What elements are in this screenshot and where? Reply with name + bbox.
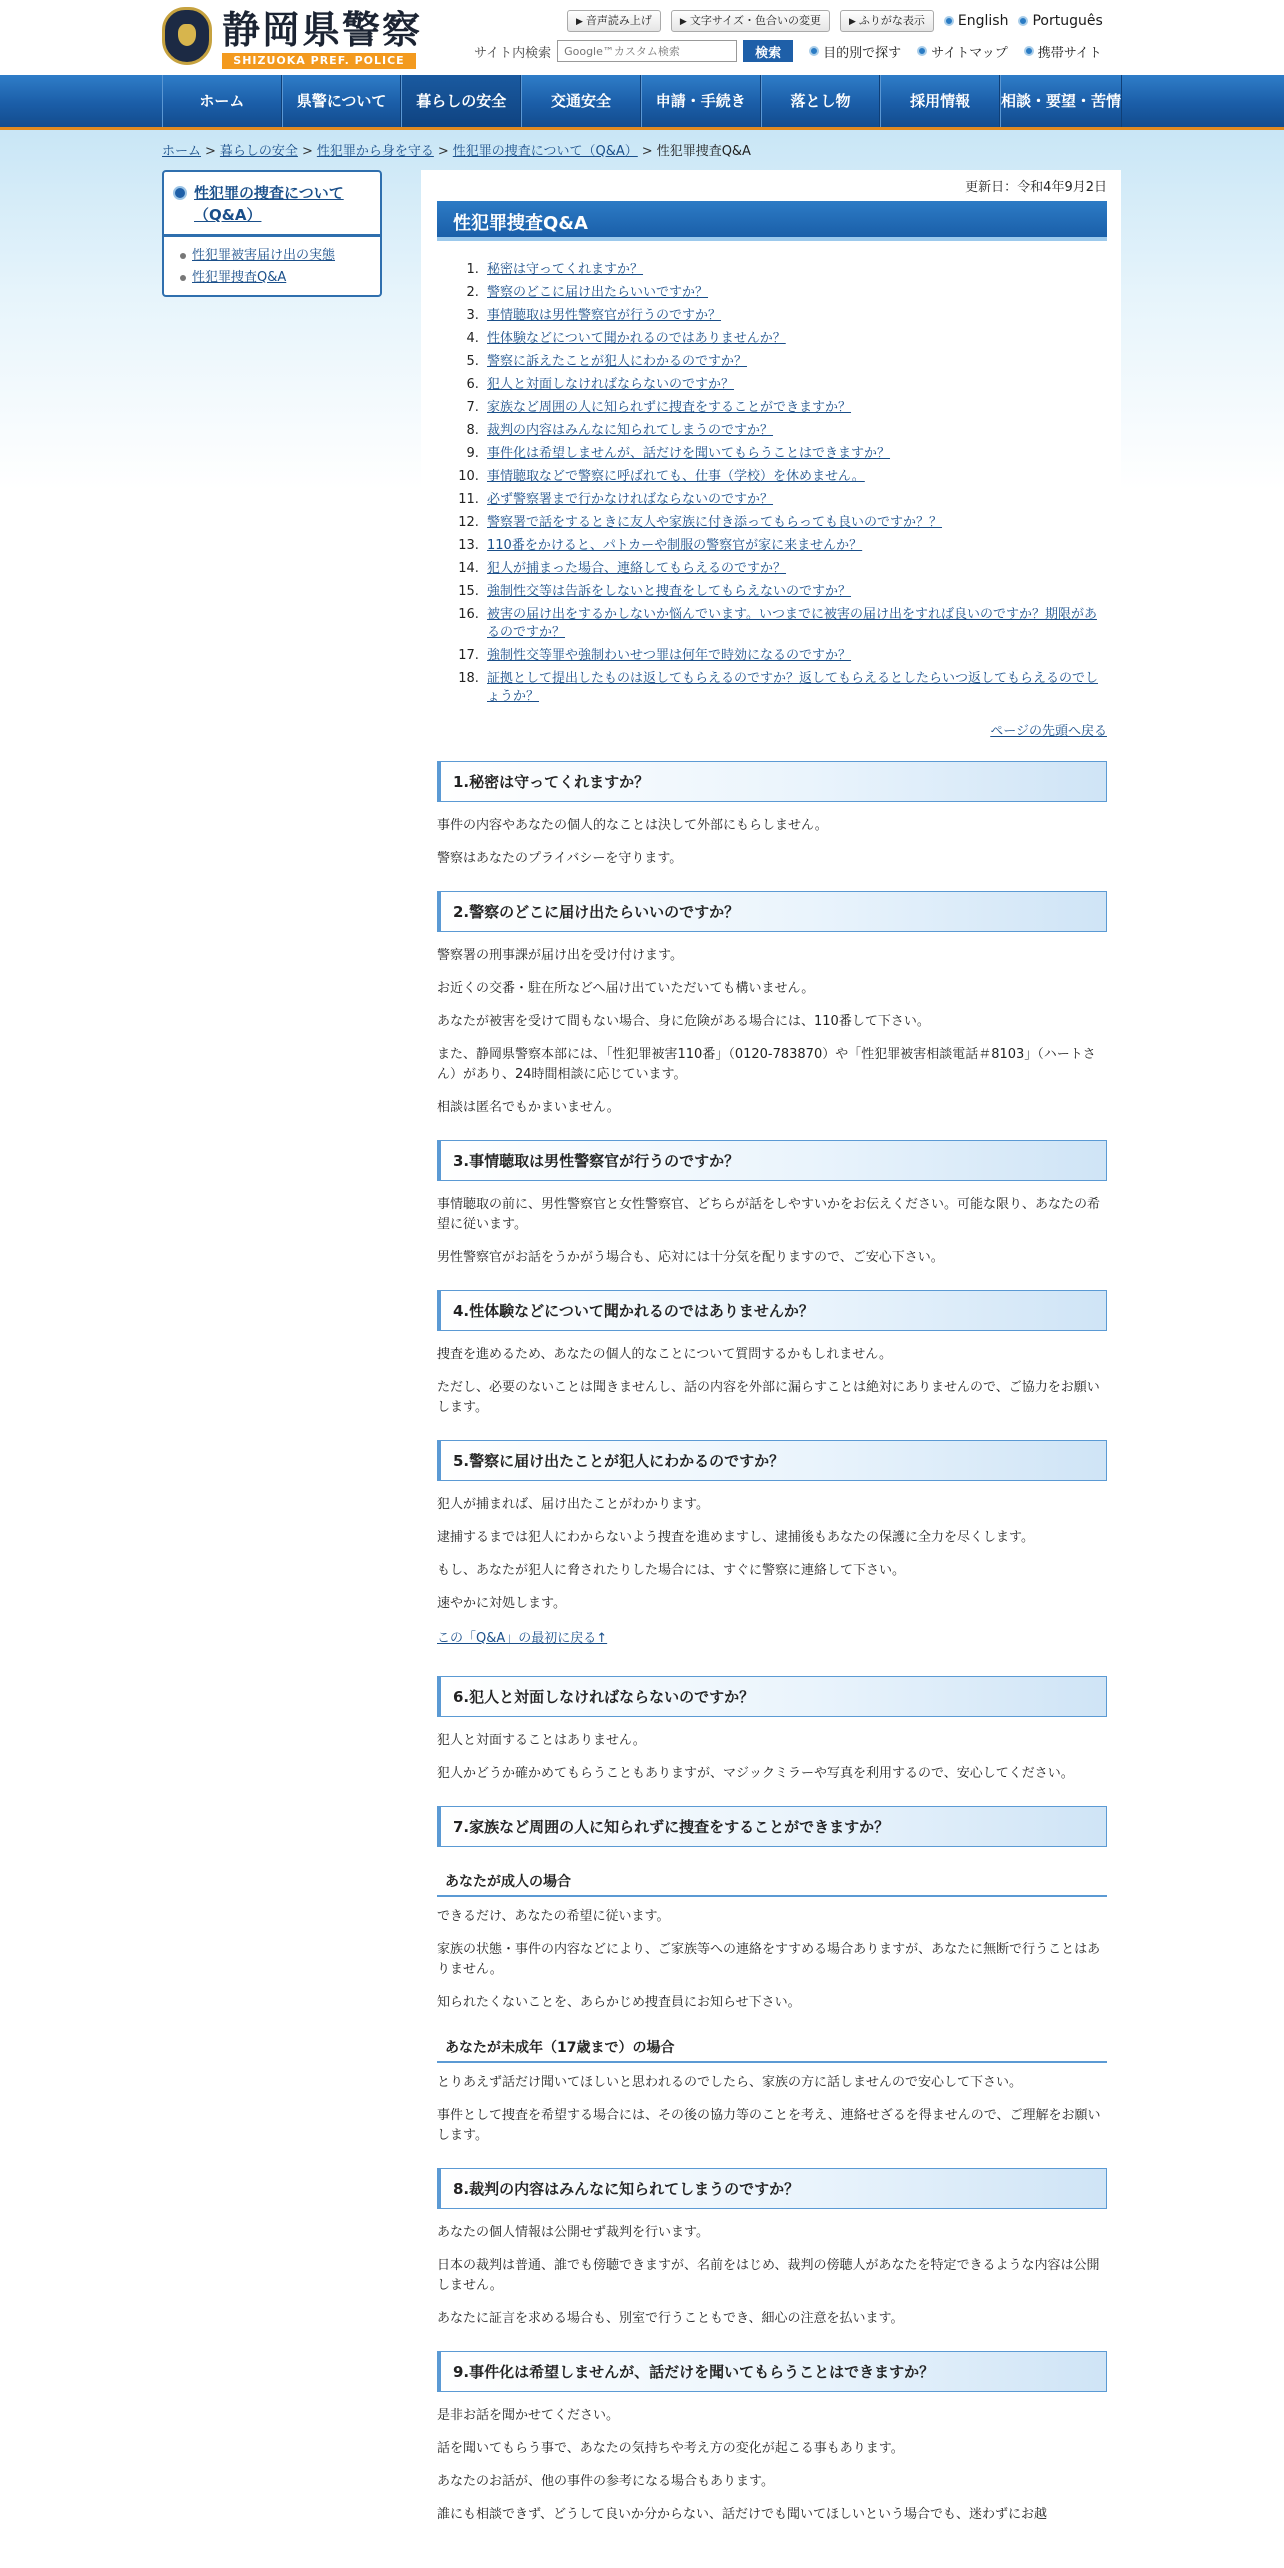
answer-paragraph: 話を聞いてもらう事で、あなたの気持ちや考え方の変化が起こる事もあります。 (437, 2441, 904, 2456)
answer-paragraph: あなたに証言を求める場合も、別室で行うこともでき、細心の注意を払います。 (437, 2311, 904, 2326)
answer-paragraph: 事情聴取の前に、男性警察官と女性警察官、どちらが話をしやすいかをお伝えください。可能な限り、あなたの希望に従います。 (437, 1197, 1101, 1232)
sidebar-item-report-status (178, 245, 370, 267)
arrow-right-icon: ▶ (679, 17, 687, 27)
site-header (0, 0, 1284, 75)
police-emblem-icon (162, 7, 212, 65)
answer-paragraph: 捜査を進めるため、あなたの個人的なことについて質問するかもしれません。 (437, 1347, 893, 1362)
toc-link-9[interactable]: 事件化は希望しませんが、話だけを聞いてもらうことはできますか？ (487, 446, 891, 461)
answer-paragraph: もし、あなたが犯人に脅されたりした場合には、すぐに警察に連絡して下さい。 (437, 1563, 906, 1578)
answer-paragraph: できるだけ、あなたの希望に従います。 (437, 1909, 670, 1924)
nav-consultation[interactable]: 相談・要望・苦情 (1000, 75, 1122, 127)
language-english-label: English (957, 13, 1009, 29)
toc-link-5[interactable]: 警察に訴えたことが犯人にわかるのですか？ (487, 354, 748, 369)
question-heading-9: 9.事件化は希望しませんが、話だけを聞いてもらうことはできますか？ (437, 2351, 1107, 2392)
arrow-right-icon: ▶ (848, 17, 856, 27)
answer-paragraph: あなたのお話が、他の事件の参考になる場合もあります。 (437, 2474, 774, 2489)
site-search (474, 40, 1102, 62)
question-heading-5: 5.警察に届け出たことが犯人にわかるのですか？ (437, 1440, 1107, 1481)
toc-item (483, 330, 1107, 348)
purpose-search-link[interactable] (809, 42, 901, 61)
bullet-icon (1018, 16, 1028, 26)
search-input[interactable] (557, 40, 737, 62)
breadcrumb-safety[interactable]: 暮らしの安全 (219, 144, 298, 159)
toc-item (483, 491, 1107, 509)
answer-paragraph: 相談は匿名でもかまいません。 (437, 1100, 620, 1115)
sidebar (162, 170, 382, 297)
arrow-right-icon: ▶ (576, 17, 583, 27)
answer-paragraph: 警察署の刑事課が届け出を受け付けます。 (437, 948, 683, 963)
return-to-qa-top-link[interactable]: この「Q&A」の最初に戻る↑ (437, 1631, 608, 1646)
answer-paragraph: 男性警察官がお話をうかがう場合も、応対には十分気を配りますので、ご安心下さい。 (437, 1250, 944, 1265)
bullet-icon (917, 46, 927, 56)
question-heading-2: 2.警察のどこに届け出たらいいのですか？ (437, 891, 1107, 932)
toc-link-8[interactable]: 裁判の内容はみんなに知られてしまうのですか？ (487, 423, 774, 438)
answer-paragraph: 速やかに対処します。 (437, 1596, 566, 1611)
mobile-site-link[interactable] (1024, 42, 1102, 61)
furigana-label: ふりがな表示 (858, 14, 925, 27)
toc-link-15[interactable]: 強制性交等は告訴をしないと捜査をしてもらえないのですか？ (487, 584, 852, 599)
sidebar-item-qa (178, 267, 370, 289)
breadcrumb-separator: > (437, 144, 449, 159)
back-to-top (437, 720, 1107, 739)
toc-link-7[interactable]: 家族など周囲の人に知られずに捜査をすることができますか？ (487, 400, 852, 415)
site-logo[interactable] (162, 7, 422, 67)
answer-paragraph: 逮捕するまでは犯人にわからないよう捜査を進めますし、逮捕後もあなたの保護に全力を尽くします。 (437, 1530, 1034, 1545)
toc-item (483, 307, 1107, 325)
toc-item (483, 468, 1107, 486)
question-heading-6: 6.犯人と対面しなければならないのですか？ (437, 1676, 1107, 1717)
breadcrumb-separator: > (641, 144, 653, 159)
toc-item (483, 560, 1107, 578)
nav-about[interactable]: 県警について (282, 75, 402, 127)
nav-home[interactable]: ホーム (162, 75, 282, 127)
toc-link-4[interactable]: 性体験などについて聞かれるのではありませんか？ (487, 331, 786, 346)
text-size-color-label: 文字サイズ・色合いの変更 (689, 14, 821, 27)
breadcrumb-self-protection[interactable]: 性犯罪から身を守る (316, 144, 434, 159)
breadcrumb-separator: > (301, 144, 313, 159)
bullet-icon (944, 16, 954, 26)
table-of-contents (465, 261, 1107, 706)
breadcrumb (162, 140, 751, 159)
toc-link-17[interactable]: 強制性交等罪や強制わいせつ罪は何年で時効になるのですか？ (487, 648, 852, 663)
toc-item (483, 353, 1107, 371)
toc-link-14[interactable]: 犯人が捕まった場合、連絡してもらえるのですか？ (487, 561, 787, 576)
answer-paragraph: 日本の裁判は普通、誰でも傍聴できますが、名前をはじめ、裁判の傍聴人があなたを特定できるような内容は公開しません。 (437, 2258, 1100, 2293)
voice-readout-label: 音声読み上げ (585, 14, 652, 27)
toc-item (483, 261, 1107, 279)
answer-paragraph: お近くの交番・駐在所などへ届け出ていただいても構いません。 (437, 981, 815, 996)
question-heading-3: 3.事情聴取は男性警察官が行うのですか？ (437, 1140, 1107, 1181)
furigana-button[interactable] (840, 10, 934, 32)
toc-item (483, 670, 1107, 706)
bullet-icon (809, 46, 819, 56)
toc-link-6[interactable]: 犯人と対面しなければならないのですか？ (487, 377, 735, 392)
nav-lost-items[interactable]: 落とし物 (761, 75, 881, 127)
breadcrumb-investigation[interactable]: 性犯罪の捜査について（Q&A） (452, 144, 638, 159)
toc-link-1[interactable]: 秘密は守ってくれますか？ (487, 262, 644, 277)
mobile-site-label: 携帯サイト (1037, 45, 1102, 61)
breadcrumb-separator: > (205, 144, 216, 159)
question-heading-4: 4.性体験などについて聞かれるのではありませんか？ (437, 1290, 1107, 1331)
answer-paragraph: また、静岡県警察本部には、「性犯罪被害110番」（0120-783870）や「性犯罪被害相談電話＃8103」（ハートさん）があり、24時間相談に応じています。 (437, 1047, 1096, 1082)
answer-paragraph: 警察はあなたのプライバシーを守ります。 (437, 851, 683, 866)
text-size-color-button[interactable] (671, 10, 830, 32)
page-title: 性犯罪捜査Q&A (437, 201, 1107, 241)
circle-arrow-icon (173, 186, 187, 200)
toc-item (483, 606, 1107, 642)
answer-paragraph: 事件の内容やあなたの個人的なことは決して外部にもらしません。 (437, 818, 828, 833)
toc-item (483, 284, 1107, 302)
answer-paragraph: ただし、必要のないことは聞きませんし、話の内容を外部に漏らすことは絶対にありませんので、ご協力をお願いします。 (437, 1380, 1100, 1415)
sidebar-item-qa-link[interactable]: 性犯罪捜査Q&A (192, 270, 287, 285)
breadcrumb-home[interactable]: ホーム (162, 144, 202, 159)
answer-paragraph: 犯人が捕まれば、届け出たことがわかります。 (437, 1497, 709, 1512)
toc-link-10[interactable]: 事情聴取などで警察に呼ばれても、仕事（学校）を休めません。 (487, 469, 865, 484)
answer-paragraph: あなたの個人情報は公開せず裁判を行います。 (437, 2225, 709, 2240)
question-heading-1: 1.秘密は守ってくれますか？ (437, 761, 1107, 802)
breadcrumb-current: 性犯罪捜査Q&A (656, 144, 751, 159)
answer-paragraph: 事件として捜査を希望する場合には、その後の協力等のことを考え、連絡せざるを得ませんので、ご理解をお願いします。 (437, 2108, 1101, 2143)
toc-item (483, 422, 1107, 440)
toc-item (483, 537, 1107, 555)
sidebar-heading (164, 172, 380, 237)
toc-item (483, 399, 1107, 417)
nav-recruitment[interactable]: 採用情報 (880, 75, 1000, 127)
answer-paragraph: あなたが被害を受けて間もない場合、身に危険がある場合には、110番して下さい。 (437, 1014, 930, 1029)
toc-item (483, 583, 1107, 601)
subheading-adult: あなたが成人の場合 (437, 1867, 1107, 1897)
nav-procedures[interactable]: 申請・手続き (641, 75, 761, 127)
global-nav (0, 75, 1284, 130)
question-heading-7: 7.家族など周囲の人に知られずに捜査をすることができますか？ (437, 1806, 1107, 1847)
voice-readout-button[interactable] (567, 10, 661, 32)
sidebar-heading-link[interactable]: 性犯罪の捜査について（Q&A） (194, 184, 344, 224)
toc-item (483, 647, 1107, 665)
answer-paragraph: 是非お話を聞かせてください。 (437, 2408, 620, 2423)
answer-paragraph: とりあえず話だけ聞いてほしいと思われるのでしたら、家族の方に話しませんので安心して下さい。 (437, 2075, 1023, 2090)
logo-subtitle: SHIZUOKA PREF. POLICE (222, 53, 416, 69)
nav-safety[interactable]: 暮らしの安全 (401, 75, 521, 127)
toc-item (483, 445, 1107, 463)
search-label: サイト内検索 (474, 45, 552, 61)
toc-link-13[interactable]: 110番をかけると、パトカーや制服の警察官が家に来ませんか？ (487, 538, 863, 553)
answer-paragraph: 犯人かどうか確かめてもらうこともありますが、マジックミラーや写真を利用するので、安心してください。 (437, 1766, 1074, 1781)
toc-link-11[interactable]: 必ず警察署まで行かなければならないのですか？ (487, 492, 774, 507)
language-portuguese-label: Português (1032, 13, 1103, 29)
toc-item (483, 514, 1107, 532)
question-heading-8: 8.裁判の内容はみんなに知られてしまうのですか？ (437, 2168, 1107, 2209)
toc-item (483, 376, 1107, 394)
updated-date: 更新日：令和4年9月2日 (965, 180, 1107, 195)
nav-traffic[interactable]: 交通安全 (521, 75, 641, 127)
utility-bar (567, 10, 1103, 32)
subheading-minor: あなたが未成年（17歳まで）の場合 (437, 2033, 1107, 2063)
search-button[interactable]: 検索 (743, 40, 793, 62)
language-english-link[interactable] (944, 10, 1009, 32)
back-to-top-link[interactable]: ページの先頭へ戻る (990, 724, 1107, 739)
answer-paragraph: 犯人と対面することはありません。 (437, 1733, 646, 1748)
sitemap-label: サイトマップ (931, 45, 1008, 61)
toc-link-3[interactable]: 事情聴取は男性警察官が行うのですか？ (487, 308, 722, 323)
sidebar-list (164, 237, 380, 295)
language-portuguese-link[interactable] (1018, 10, 1102, 32)
logo-text: 静岡県警察 (222, 7, 423, 52)
toc-link-16[interactable]: 被害の届け出をするかしないか悩んでいます。いつまでに被害の届け出をすれば良いのですか？期限があるのですか？ (487, 607, 1097, 640)
sitemap-link[interactable] (917, 42, 1008, 61)
purpose-search-label: 目的別で探す (823, 45, 902, 61)
toc-link-18[interactable]: 証拠として提出したものは返してもらえるのですか？返してもらえるとしたらいつ返してもらえるのでしょうか？ (487, 671, 1099, 704)
bullet-icon (1024, 46, 1034, 56)
toc-link-12[interactable]: 警察署で話をするときに友人や家族に付き添ってもらっても良いのですか？？ (487, 515, 943, 530)
toc-link-2[interactable]: 警察のどこに届け出たらいいですか？ (487, 285, 709, 300)
answer-paragraph: 知られたくないことを、あらかじめ捜査員にお知らせ下さい。 (437, 1995, 801, 2010)
sidebar-item-report-status-link[interactable]: 性犯罪被害届け出の実態 (192, 248, 336, 263)
answer-paragraph: 誰にも相談できず、どうして良いか分からない、話だけでも聞いてほしいという場合でも、迷わずにお越 (437, 2507, 1047, 2522)
answer-paragraph: 家族の状態・事件の内容などにより、ご家族等への連絡をすすめる場合ありますが、あなたに無断で行うことはありません。 (437, 1942, 1101, 1977)
main-content (421, 170, 1121, 2538)
